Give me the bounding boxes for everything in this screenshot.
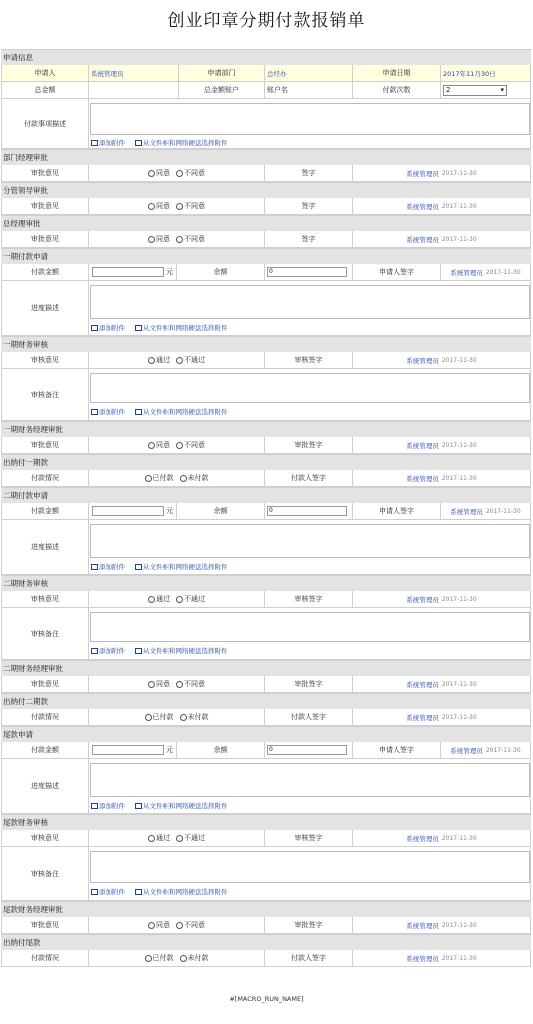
dept-mgr-row xyxy=(1,165,531,182)
remark-textarea[interactable] xyxy=(90,612,530,642)
apply-desc-row xyxy=(1,99,531,149)
signature-field[interactable]: 系统管理员 2017-11-30 xyxy=(441,503,531,519)
paid-radio[interactable]: 已付款 xyxy=(145,473,174,483)
p1-cash-row xyxy=(1,470,531,487)
opinion-label: 审批意见 xyxy=(1,437,89,453)
pass-radio[interactable]: 通过 xyxy=(148,833,170,843)
periods-select[interactable]: 2 ▾ xyxy=(443,85,507,96)
progress-label: 进度描述 xyxy=(1,759,89,813)
section-p2: 二期付款申请 xyxy=(1,487,531,503)
opinion-label: 审批意见 xyxy=(1,676,89,692)
date-label: 申请日期 xyxy=(353,65,441,81)
balance-label: 余额 xyxy=(177,264,265,280)
opinion-radio-group xyxy=(89,917,265,933)
folder-icon xyxy=(135,409,142,415)
gm-row xyxy=(1,231,531,248)
remark-textarea[interactable] xyxy=(90,851,530,883)
section-dept-mgr: 部门经理审批 xyxy=(1,149,531,165)
folder-icon xyxy=(135,803,142,809)
final-fm-row xyxy=(1,917,531,934)
signature-field[interactable]: 系统管理员 2017-11-30 xyxy=(353,709,531,725)
p2-fin-row xyxy=(1,591,531,608)
select-attachment-link[interactable]: 从文件柜和网络硬盘选择附件 xyxy=(135,887,228,896)
select-attachment-link[interactable]: 从文件柜和网络硬盘选择附件 xyxy=(135,801,228,810)
final-fin-attach-bar xyxy=(91,887,228,896)
apply-row-1 xyxy=(1,65,531,82)
agree-radio[interactable]: 同意 xyxy=(148,920,170,930)
p2-remark-row xyxy=(1,608,531,660)
signature-field[interactable]: 系统管理员 2017-11-30 xyxy=(353,591,531,607)
opinion-radio-group xyxy=(89,437,265,453)
opinion-label: 审批意见 xyxy=(1,917,89,933)
nopass-radio[interactable]: 不通过 xyxy=(176,594,205,604)
attachment-icon xyxy=(91,648,98,654)
opinion-label: 审核意见 xyxy=(1,591,89,607)
signature-field[interactable]: 系统管理员 2017-11-30 xyxy=(353,470,531,486)
payment-status-label: 付款情况 xyxy=(1,709,89,725)
balance-input[interactable]: 0 xyxy=(267,506,347,516)
unpaid-radio[interactable]: 未付款 xyxy=(180,473,209,483)
apply-attach-bar xyxy=(91,138,228,147)
payment-status-label: 付款情况 xyxy=(1,470,89,486)
signature-field[interactable]: 系统管理员 2017-11-30 xyxy=(353,231,531,247)
account-label: 总金额账户 xyxy=(179,82,265,98)
nopass-radio[interactable]: 不通过 xyxy=(176,355,205,365)
disagree-radio[interactable]: 不同意 xyxy=(176,168,205,178)
section-final-fin: 尾款财务审核 xyxy=(1,814,531,830)
progress-textarea[interactable] xyxy=(90,763,530,797)
signature-field[interactable]: 系统管理员 2017-11-30 xyxy=(353,198,531,214)
page-title: 创业印章分期付款报销单 xyxy=(167,11,366,31)
progress-label: 进度描述 xyxy=(1,281,89,335)
unit-label: 元 xyxy=(166,746,173,754)
p2-attach-bar xyxy=(91,562,228,571)
agree-radio[interactable]: 同意 xyxy=(148,201,170,211)
applicant-label: 申请人 xyxy=(1,65,89,81)
section-final: 尾款申请 xyxy=(1,726,531,742)
remark-label: 审核备注 xyxy=(1,369,89,420)
progress-textarea[interactable] xyxy=(90,285,530,319)
unit-label: 元 xyxy=(166,507,173,515)
signature-field[interactable]: 系统管理员 2017-11-30 xyxy=(353,676,531,692)
payment-status-label: 付款情况 xyxy=(1,950,89,966)
sign-label: 付款人签字 xyxy=(265,950,353,966)
disagree-radio[interactable]: 不同意 xyxy=(176,920,205,930)
opinion-radio-group xyxy=(89,231,265,247)
apply-row-2 xyxy=(1,82,531,99)
sign-label: 签字 xyxy=(265,231,353,247)
p2-cash-row xyxy=(1,709,531,726)
signature-field[interactable]: 系统管理员 2017-11-30 xyxy=(353,830,531,846)
agree-radio[interactable]: 同意 xyxy=(148,234,170,244)
p2-amount-row xyxy=(1,503,531,520)
signature-field[interactable]: 系统管理员 2017-11-30 xyxy=(441,264,531,280)
attachment-icon xyxy=(91,889,98,895)
amount-label: 付款金额 xyxy=(1,503,89,519)
select-attachment-link[interactable]: 从文件柜和网络硬盘选择附件 xyxy=(135,407,228,416)
applicant-field[interactable]: 系统管理员 xyxy=(89,65,179,81)
final-remark-row xyxy=(1,847,531,901)
opinion-label: 审批意见 xyxy=(1,231,89,247)
add-attachment-link[interactable]: 添加附件 xyxy=(91,646,125,655)
attachment-icon xyxy=(91,325,98,331)
signature-field[interactable]: 系统管理员 2017-11-30 xyxy=(353,917,531,933)
sign-label: 申请人签字 xyxy=(353,503,441,519)
final-fin-row xyxy=(1,830,531,847)
section-p1-fm: 一期财务经理审批 xyxy=(1,421,531,437)
remark-textarea[interactable] xyxy=(90,373,530,403)
sign-label: 申请人签字 xyxy=(353,264,441,280)
unpaid-radio[interactable]: 未付款 xyxy=(180,953,209,963)
p1-fin-attach-bar xyxy=(91,407,228,416)
signature-field[interactable]: 系统管理员 2017-11-30 xyxy=(353,165,531,181)
section-final-fm: 尾款财务经理审批 xyxy=(1,901,531,917)
final-attach-bar xyxy=(91,801,228,810)
disagree-radio[interactable]: 不同意 xyxy=(176,679,205,689)
disagree-radio[interactable]: 不同意 xyxy=(176,440,205,450)
opinion-radio-group xyxy=(89,830,265,846)
section-gm: 总经理审批 xyxy=(1,215,531,231)
sign-label: 审批签字 xyxy=(265,917,353,933)
date-field[interactable]: 2017年11月30日 xyxy=(441,65,531,81)
payment-radio-group xyxy=(89,470,265,486)
opinion-radio-group xyxy=(89,198,265,214)
signature-field[interactable]: 系统管理员 2017-11-30 xyxy=(353,950,531,966)
p1-attach-bar xyxy=(91,323,228,332)
attachment-icon xyxy=(91,409,98,415)
pass-radio[interactable]: 通过 xyxy=(148,355,170,365)
attachment-icon xyxy=(91,140,98,146)
opinion-label: 审批意见 xyxy=(1,165,89,181)
p2-fin-attach-bar xyxy=(91,646,228,655)
p2-progress-row xyxy=(1,520,531,575)
final-cash-row xyxy=(1,950,531,967)
sign-label: 审核签字 xyxy=(265,352,353,368)
balance-input[interactable]: 0 xyxy=(267,267,347,277)
sign-label: 审批签字 xyxy=(265,676,353,692)
amount-input[interactable] xyxy=(92,506,164,516)
agree-radio[interactable]: 同意 xyxy=(148,168,170,178)
opinion-radio-group xyxy=(89,591,265,607)
opinion-radio-group xyxy=(89,352,265,368)
add-attachment-link[interactable]: 添加附件 xyxy=(91,887,125,896)
balance-label: 余额 xyxy=(177,503,265,519)
signature-field[interactable]: 系统管理员 2017-11-30 xyxy=(441,742,531,758)
dept-field[interactable]: 总经办 xyxy=(265,65,353,81)
sign-label: 签字 xyxy=(265,198,353,214)
select-attachment-link[interactable]: 从文件柜和网络硬盘选择附件 xyxy=(135,646,228,655)
folder-icon xyxy=(135,889,142,895)
add-attachment-link[interactable]: 添加附件 xyxy=(91,323,125,332)
vp-row xyxy=(1,198,531,215)
attachment-icon xyxy=(91,564,98,570)
dept-label: 申请部门 xyxy=(179,65,265,81)
final-progress-row xyxy=(1,759,531,814)
paid-radio[interactable]: 已付款 xyxy=(145,953,174,963)
total-label: 总金额 xyxy=(1,82,89,98)
section-apply: 申请信息 xyxy=(1,49,531,65)
sign-label: 审核签字 xyxy=(265,830,353,846)
amount-input[interactable] xyxy=(92,745,164,755)
final-amount-row xyxy=(1,742,531,759)
add-attachment-link[interactable]: 添加附件 xyxy=(91,407,125,416)
add-attachment-link[interactable]: 添加附件 xyxy=(91,562,125,571)
add-attachment-link[interactable]: 添加附件 xyxy=(91,138,125,147)
progress-textarea[interactable] xyxy=(90,524,530,558)
macro-run-name: #[MACRO_RUN_NAME] xyxy=(229,995,304,1003)
signature-field[interactable]: 系统管理员 2017-11-30 xyxy=(353,352,531,368)
select-attachment-link[interactable]: 从文件柜和网络硬盘选择附件 xyxy=(135,323,228,332)
opinion-label: 审批意见 xyxy=(1,198,89,214)
sign-label: 签字 xyxy=(265,165,353,181)
balance-input[interactable]: 0 xyxy=(267,745,347,755)
select-attachment-link[interactable]: 从文件柜和网络硬盘选择附件 xyxy=(135,562,228,571)
select-attachment-link[interactable]: 从文件柜和网络硬盘选择附件 xyxy=(135,138,228,147)
periods-label: 付款次数 xyxy=(353,82,441,98)
section-p2-fin: 二期财务审核 xyxy=(1,575,531,591)
remark-label: 审核备注 xyxy=(1,847,89,900)
unpaid-radio[interactable]: 未付款 xyxy=(180,712,209,722)
sign-label: 付款人签字 xyxy=(265,709,353,725)
folder-icon xyxy=(135,140,142,146)
opinion-radio-group xyxy=(89,165,265,181)
reimbursement-form xyxy=(1,49,531,967)
progress-label: 进度描述 xyxy=(1,520,89,574)
agree-radio[interactable]: 同意 xyxy=(148,440,170,450)
folder-icon xyxy=(135,648,142,654)
total-field[interactable] xyxy=(89,82,179,98)
disagree-radio[interactable]: 不同意 xyxy=(176,234,205,244)
section-p2-fm: 二期财务经理审批 xyxy=(1,660,531,676)
sign-label: 审核签字 xyxy=(265,591,353,607)
balance-label: 余额 xyxy=(177,742,265,758)
p1-progress-row xyxy=(1,281,531,336)
sign-label: 付款人签字 xyxy=(265,470,353,486)
section-vp: 分管领导审批 xyxy=(1,182,531,198)
attachment-icon xyxy=(91,803,98,809)
p2-fm-row xyxy=(1,676,531,693)
desc-textarea[interactable] xyxy=(90,103,530,135)
amount-label: 付款金额 xyxy=(1,742,89,758)
section-final-cash: 出纳付尾款 xyxy=(1,934,531,950)
section-p1-fin: 一期财务审核 xyxy=(1,336,531,352)
chevron-down-icon: ▾ xyxy=(500,86,504,94)
opinion-label: 审核意见 xyxy=(1,830,89,846)
p1-amount-row xyxy=(1,264,531,281)
payment-radio-group xyxy=(89,950,265,966)
section-p2-cash: 出纳付二期款 xyxy=(1,693,531,709)
opinion-radio-group xyxy=(89,676,265,692)
section-p1-cash: 出纳付一期款 xyxy=(1,454,531,470)
sign-label: 申请人签字 xyxy=(353,742,441,758)
amount-input[interactable] xyxy=(92,267,164,277)
account-field[interactable]: 账户名 xyxy=(265,82,353,98)
amount-label: 付款金额 xyxy=(1,264,89,280)
folder-icon xyxy=(135,564,142,570)
payment-radio-group xyxy=(89,709,265,725)
nopass-radio[interactable]: 不通过 xyxy=(176,833,205,843)
pass-radio[interactable]: 通过 xyxy=(148,594,170,604)
section-p1: 一期付款申请 xyxy=(1,248,531,264)
paid-radio[interactable]: 已付款 xyxy=(145,712,174,722)
p1-fm-row xyxy=(1,437,531,454)
remark-label: 审核备注 xyxy=(1,608,89,659)
opinion-label: 审核意见 xyxy=(1,352,89,368)
unit-label: 元 xyxy=(166,268,173,276)
agree-radio[interactable]: 同意 xyxy=(148,679,170,689)
sign-label: 审批签字 xyxy=(265,437,353,453)
desc-label: 付款事项描述 xyxy=(1,99,89,148)
disagree-radio[interactable]: 不同意 xyxy=(176,201,205,211)
add-attachment-link[interactable]: 添加附件 xyxy=(91,801,125,810)
p1-fin-row xyxy=(1,352,531,369)
signature-field[interactable]: 系统管理员 2017-11-30 xyxy=(353,437,531,453)
p1-remark-row xyxy=(1,369,531,421)
folder-icon xyxy=(135,325,142,331)
